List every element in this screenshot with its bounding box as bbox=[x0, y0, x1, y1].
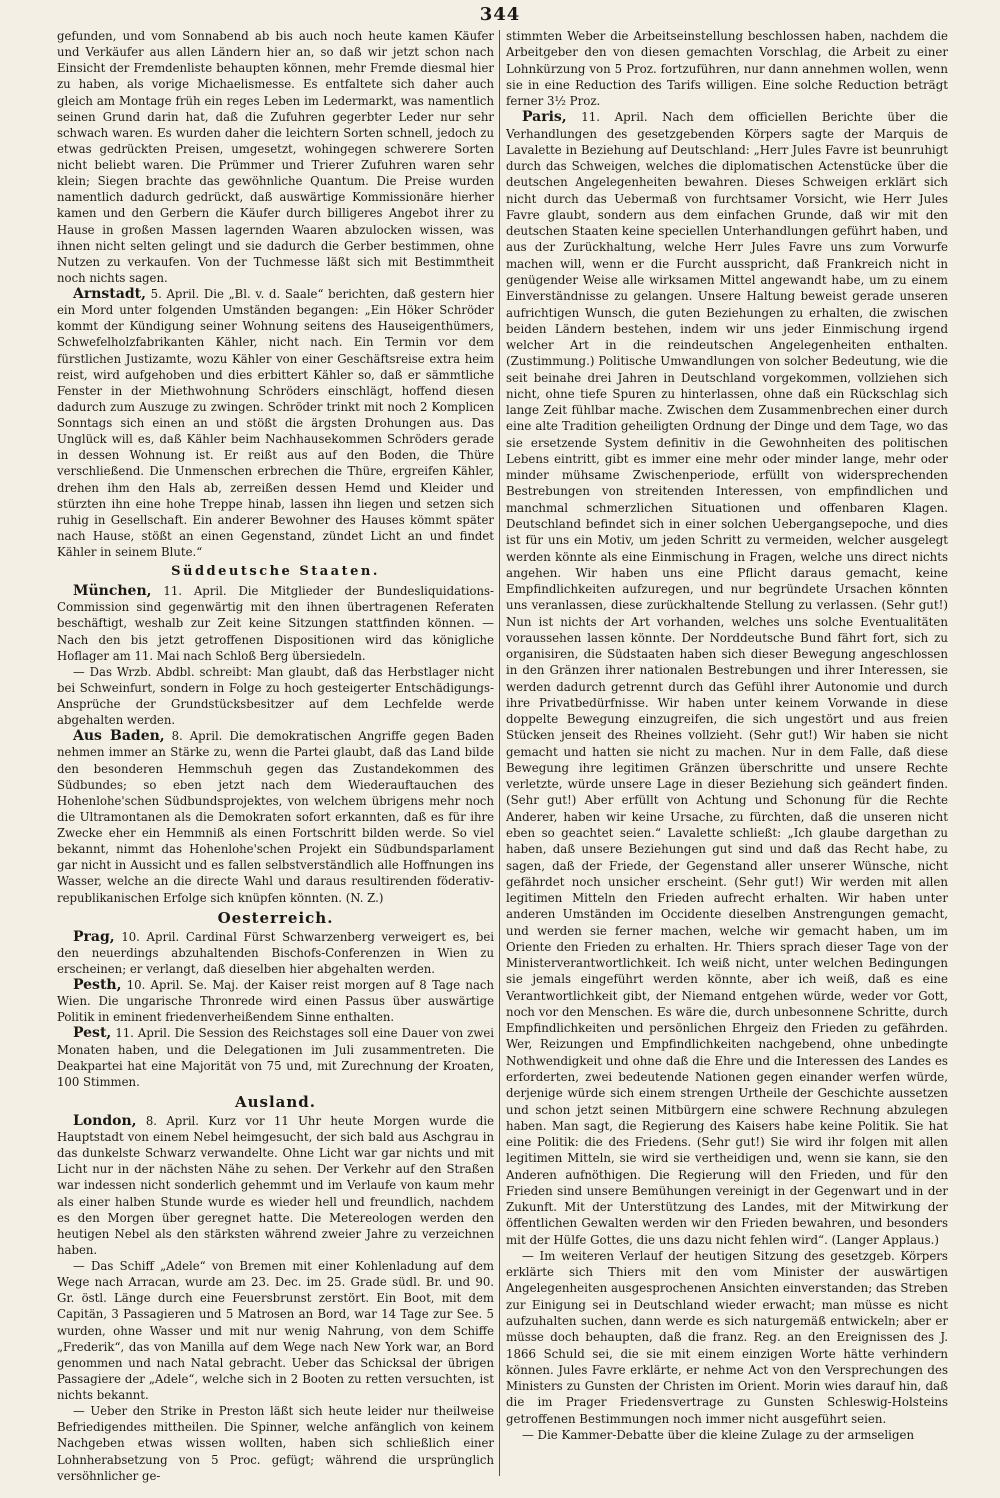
article-pest bbox=[57, 1025, 494, 1090]
column-divider bbox=[499, 30, 500, 1476]
article-preston-continuation: stimmten Weber die Arbeitseinstellung beschlossen haben, nachdem die Arbeitgeber den von diesen gemachten Vorschlag, die Arbeit zu einer Lohnkürzung von 5 Proz. fortzuführen, nur dann annehmen wollen, wenn sie in eine Reduction des Tarifs willigen. Eine solche Reduction beträgt ferner 3½ Proz. bbox=[506, 29, 948, 109]
article-pesth bbox=[57, 977, 494, 1025]
article-muenchen-text: 11. April. Die Mitglieder der Bundesliquidations-Commission sind gegenwärtig mit den ihnen übertragenen Referaten beschäftigt, weshalb zur Zeit keine Sitzungen stattfinden können. — Nach den bis jetzt getroffenen Dispositionen wird das königliche Hoflager am 11. Mai nach Schloß Berg übersiedeln. bbox=[57, 584, 494, 663]
dateline-pesth: Pesth, bbox=[73, 977, 122, 993]
article-london bbox=[57, 1113, 494, 1258]
dateline-prag: Prag, bbox=[73, 928, 115, 945]
section-heading-sueddeutsche-staaten: Süddeutsche Staaten. bbox=[171, 564, 380, 580]
article-pest-text: 11. April. Die Session des Reichstages soll eine Dauer von zwei Monaten haben, und die Delegationen im Juli zusammentreten. Die Deakpartei hat eine Majorität von 75 und, mit Zurechnung der Kroaten, 100 Stimmen. bbox=[57, 1026, 494, 1089]
article-adele: — Das Schiff „Adele“ von Bremen mit einer Kohlenladung auf dem Wege nach Arracan, wurde am 23. Dec. im 25. Grade südl. Br. und 90. Gr. östl. Länge durch eine Feuersbrunst zerstört. Ein Boot, mit dem Capitän, 3 Passagieren und 5 Matrosen an Bord, war 14 Tage zur See. 5 wurden, ohne Wasser und mit nur wenig Nahrung, von dem Schiffe „Frederik“, das von Manilla auf dem Wege nach New York war, an Bord genommen und nach Natal gebracht. Ueber das Schicksal der übrigen Passagiere der „Adele“, welche sich in 2 Booten zu retten versuchten, ist nichts bekannt. bbox=[57, 1259, 494, 1402]
dateline-arnstadt: Arnstadt, bbox=[73, 286, 146, 302]
page-number: 344 bbox=[479, 4, 521, 25]
right-column bbox=[506, 28, 948, 1486]
article-thiers: — Im weiteren Verlauf der heutigen Sitzung des gesetzgeb. Körpers erklärte sich Thiers mit den vom Minister der auswärtigen Angelegenheiten ausgesprochenen Ansichten einverstanden; das Streben zur Einigung sei in Deutschland wieder erwacht; man müsse es nicht aufzuhalten suchen, dann werde es sich naturgemäß entwickeln; aber er müsse doch behaupten, daß die franz. Reg. an den Ereignissen des J. 1866 Schuld sei, die sie mit einem einzigen Worte hätte verhindern können. Jules Favre erklärte, er nehme Act von den Versprechungen des Ministers zu Gunsten der Christen im Orient. Morin wies darauf hin, daß die im Prager Friedensvertrage zu Gunsten Schleswig-Holsteins getroffenen Bestimmungen noch immer nicht ausgeführt seien. bbox=[506, 1248, 948, 1426]
dateline-muenchen: München, bbox=[73, 583, 152, 600]
article-leipzig-continuation: gefunden, und vom Sonnabend ab bis auch noch heute kamen Käufer und Verkäufer aus allen Ländern hier an, so daß wir jetzt schon nach Einsicht der Fremdenliste behaupten können, mehr Fremde diesmal hier zu haben, als vorige Michaelismesse. Es entfaltete sich daher auch gleich am Montage früh ein reges Leben im Ledermarkt, was namentlich seinen Grund darin hat, daß die Zufuhren gegerbter Leder nur sehr schwach waren. Es wurden daher die leichtern Sorten schnell, jedoch zu etwas gedrückten Preisen, umgesetzt, wohingegen schwerere Sorten nicht beliebt waren. Die Prümmer und Trierer Zufuhren waren sehr klein; Siegen brachte das gewöhnliche Quantum. Die Preise wurden namentlich dadurch gedrückt, daß auswärtige Kommissionäre hierher kamen und den Gerbern die Käufer durch billigeres Angebot ihrer zu Hause in großen Massen lagernden Waaren abzulocken wissen, was ihnen nicht selten gelingt und sie dadurch die Gerber bestimmen, ohne Nutzen zu verkaufen. Von der Tuchmesse läßt sich mit Bestimmtheit noch nichts sagen. bbox=[57, 29, 494, 285]
section-heading-ausland: Ausland. bbox=[234, 1092, 317, 1111]
article-baden bbox=[57, 728, 494, 905]
dateline-london: London, bbox=[73, 1112, 137, 1129]
article-arnstadt-text: 5. April. Die „Bl. v. d. Saale“ berichten, daß gestern hier ein Mord unter folgenden Umständen begangen: „Ein Höker Schröder kommt der Kündigung seiner Wohnung seitens des Hauseigenthümers, Schwefelholzfabrikanten Kähler, nicht nach. Ein Termin vor dem fürstlichen Justizamte, wozu Kähler von einer Geschäftsreise extra heim reist, wird aufgehoben und dies erbittert Kähler so, daß er sämmtliche Fenster in der Miethwohnung Schröders einschlägt, hoffend diesen dadurch zum Auszuge zu zwingen. Schröder trinkt mit noch 2 Komplicen Sonntags sich einen an und stößt die ärgsten Drohungen aus. Das Unglück will es, daß Kähler beim Nachhausekommen Schröders gerade in dessen Wohnung ist. Er reißt aus auf den Boden, die Thüre verschließend. Die Unmenschen erbrechen die Thüre, ergreifen Kähler, drehen ihm den Hals ab, zerreißen dessen Hemd und Kleider und stürzten ihn eine hohe Treppe hinab, lassen ihn liegen und setzen sich ruhig in Gesellschaft. Ein anderer Bewohner des Hauses kömmt später nach Hause, stößt an einen Gegenstand, zündet Licht an und findet Kähler in seinem Blute.“ bbox=[57, 287, 494, 559]
article-paris bbox=[506, 109, 948, 1248]
article-baden-text: 8. April. Die demokratischen Angriffe gegen Baden nehmen immer an Stärke zu, wenn die Partei glaubt, daß das Land bilde den besonderen Hemmschuh gegen das Zustandekommen des Südbundes; so eben jetzt nach dem Wiederauftauchen des Hohenlohe'schen Südbundsprojektes, von welchem übrigens mehr noch die Ultramontanen als die Demokraten sofort erkannten, daß es für ihre Zwecke eher ein Hemmniß als einen Fortschritt bilden werde. So viel bekannt, nimmt das Hohenlohe'schen Projekt ein Südbundsparlament gar nicht in Aussicht und es fallen selbstverständlich alle Hoffnungen ins Wasser, welche an die directe Wahl und daraus resultirenden föderativ-republikanischen Erfolge sich knüpfen könnten. (N. Z.) bbox=[57, 729, 494, 905]
section-heading-oesterreich: Oesterreich. bbox=[217, 908, 334, 927]
article-muenchen bbox=[57, 583, 494, 664]
article-wrzb: — Das Wrzb. Abdbl. schreibt: Man glaubt, daß das Herbstlager nicht bei Schweinfurt, sondern in Folge zu hoch gesteigerter Entschädigungs-Ansprüche der Grundstücksbesitzer auf dem Lechfelde werde abgehalten werden. bbox=[57, 664, 494, 728]
dateline-pest: Pest, bbox=[73, 1025, 112, 1042]
article-london-text: 8. April. Kurz vor 11 Uhr heute Morgen wurde die Hauptstadt von einem Nebel heimgesucht, der sich bald aus Aschgrau in das dunkelste Schwarz verwandelte. Ohne Licht war gar nichts und mit Licht nur in der nächsten Nähe zu sehen. Der Verkehr auf den Straßen war indessen nicht sonderlich gehemmt und im Verlaufe von kaum mehr als einer halben Stunde wurde es wieder hell und freundlich, nachdem es den Morgen über geregnet hatte. Die Metereologen werden den heutigen Nebel als den stärksten während zweier Jahre zu verzeichnen haben. bbox=[57, 1113, 494, 1257]
article-pesth-text: 10. April. Se. Maj. der Kaiser reist morgen auf 8 Tage nach Wien. Die ungarische Thronrede wird einen Passus über auswärtige Politik in eminent friedenverheißendem Sinne enthalten. bbox=[57, 978, 494, 1025]
article-arnstadt bbox=[57, 286, 494, 560]
left-column bbox=[57, 28, 494, 1486]
article-preston: — Ueber den Strike in Preston läßt sich heute leider nur theilweise Befriedigendes mittheilen. Die Spinner, welche anfänglich von keinem Nachgeben etwas wissen wollten, haben sich schließlich einer Lohnherabsetzung von 5 Proc. gefügt; während die ursprünglich versöhnlicher ge- bbox=[57, 1404, 494, 1483]
article-paris-text: 11. April. Nach dem officiellen Berichte über die Verhandlungen des gesetzgebenden Körpers sagte der Marquis de Lavalette in Beziehung auf Deutschland: „Herr Jules Favre ist beunruhigt durch das Schweigen, welches die diplomatischen Actenstücke über die deutschen Angelegenheiten bewahren. Dieses Schweigen erklärt sich nicht durch das Uebermaß von furchtsamer Vorsicht, wie Herr Jules Favre glaubt, sondern aus dem einfachen Grunde, daß wir mit den deutschen Staaten keine speciellen Unterhandlungen geführt haben, und aus der Zurückhaltung, welche Herr Jules Favre uns zum Vorwurfe machen will, wenn er die Furcht ausspricht, daß Frankreich nicht in genügender Weise alle wirksamen Mittel angewandt habe, um zu einem Einverständnisse zu gelangen. Unsere Haltung beweist gerade unseren aufrichtigen Wunsch, die guten Beziehungen zu erhalten, die zwischen beiden Ländern bestehen, indem wir uns jeder Einmischung irgend welcher Art in die reindeutschen Angelegenheiten enthalten. (Zustimmung.) Politische Umwandlungen von solcher Bedeutung, wie die seit beinahe drei Jahren in Deutschland vorgekommen, vollziehen sich nicht, ohne tiefe Spuren zu hinterlassen, ohne daß ein Rückschlag sich lange Zeit fühlbar mache. Zwischen dem Zusammenbrechen einer durch eine alte Tradition geheiligten Ordnung der Dinge und dem Tage, wo das sie ersetzende System definitiv in die Gewohnheiten des politischen Lebens eintritt, gibt es immer eine mehr oder minder lange, mehr oder minder mühsame Zwischenperiode, erfüllt von widersprechenden Bestrebungen von streitenden Interessen, von empfindlichen und manchmal schmerzlichen Situationen und offenbaren Klagen. Deutschland befindet sich in einer solchen Uebergangsepoche, und dies ist für uns ein Motiv, um jeden Schritt zu vermeiden, welcher ausgelegt werden könnte als eine Einmischung in Fragen, welche uns direct nichts angehen. Wir haben uns eine Pflicht daraus gemacht, keine Empfindlichkeiten aufzuregen, und nur begründete Ursachen könnten uns veranlassen, diese zurückhaltende Stellung zu verlassen. (Sehr gut!) Nun ist nichts der Art vorhanden, welches uns solche Eventualitäten voraussehen lassen könnte. Der Norddeutsche Bund fährt fort, sich zu organisiren, die Südstaaten haben sich dieser Bewegung angeschlossen in den Gränzen ihrer nationalen Bestrebungen und ihrer Interessen, sie werden dadurch getrennt durch das Gefühl ihrer Autonomie und durch ihre Privatbedürfnisse. Wir haben unter keinem Vorwande in diese doppelte Bewegung einzugreifen, die sich ungestört und aus freien Stücken jenseit des Rheines vollzieht. (Sehr gut!) Wir haben sie nicht gemacht und hatten sie nicht zu machen. Nur in dem Falle, daß diese Bewegung ihre legitimen Gränzen überschritte und unsere Rechte verletzte, würde unsere Lage in dieser Beziehung sich geändert finden. (Sehr gut!) Aber erfüllt von Achtung und Schonung für die Rechte Anderer, haben wir keine Ursache, zu fürchten, daß die unseren nicht eben so geachtet seien.“ Lavalette schließt: „Ich glaube dargethan zu haben, daß unsere Beziehungen gut sind und daß das Recht habe, zu sagen, daß der Friede, der Gegenstand aller unserer Wünsche, nicht gefährdet noch unsicher erscheint. (Sehr gut!) Wir werden mit allen legitimen Mitteln den Frieden aufrecht erhalten. Wir haben unter anderen Umständen im Occidente dieselben Anstrengungen gemacht, und werden sie ferner machen, welche wir gemacht haben, um im Oriente den Frieden zu erhalten. Hr. Thiers sprach dieser Tage von der Ministerverantwortlichkeit. Ich weiß nicht, unter welchen Bedingungen sie jemals eingeführt werden könnte, aber ich weiß, daß es eine Verantwortlichkeit gibt, der Niemand entgehen würde, weder vor Gott, noch vor den Menschen. Es wäre die, durch unbesonnene Schritte, durch Empfindlichkeiten und persönlichen Ehrgeiz den Frieden zu gefährden. Wer, Reizungen und Empfindlichkeiten nachgebend, ohne unbedingte Nothwendigkeit und ohne daß die Ehre und die Interessen des Landes es erforderten, zwei bedeutende Nationen gegen einander werfen würde, derjenige würde sich einem strengen Urtheile der Geschichte aussetzen und schon jetzt seinen Mitbürgern eine schwere Rechnung abzulegen haben. Man sagt, die Regierung des Kaisers habe keine Politik. Sie hat eine Politik: die des Friedens. (Sehr gut!) Sie wird ihr folgen mit allen legitimen Mitteln, sie wird sie vertheidigen und, wenn sie kann, sie den Anderen aufnöthigen. Die Regierung will den Frieden, und für den Frieden sind unsere Bemühungen vereinigt in der Gegenwart und in der Zukunft. Mit der Unterstützung des Landes, mit der Mitwirkung der öffentlichen Gewalten werden wir den Frieden bewahren, und besonders mit der Hülfe Gottes, die uns dazu nicht fehlen wird“. (Langer Applaus.) bbox=[506, 110, 948, 1247]
article-kammer: — Die Kammer-Debatte über die kleine Zulage zu der armseligen bbox=[522, 1427, 915, 1442]
dateline-baden: Aus Baden, bbox=[73, 728, 165, 745]
article-prag bbox=[57, 929, 494, 977]
article-prag-text: 10. April. Cardinal Fürst Schwarzenberg verweigert es, bei den neuerdings abzuhaltenden Bischofs-Conferenzen in Wien zu erscheinen; er verlangt, daß dieselben hier abgehalten werden. bbox=[57, 929, 494, 976]
dateline-paris: Paris, bbox=[522, 109, 567, 126]
